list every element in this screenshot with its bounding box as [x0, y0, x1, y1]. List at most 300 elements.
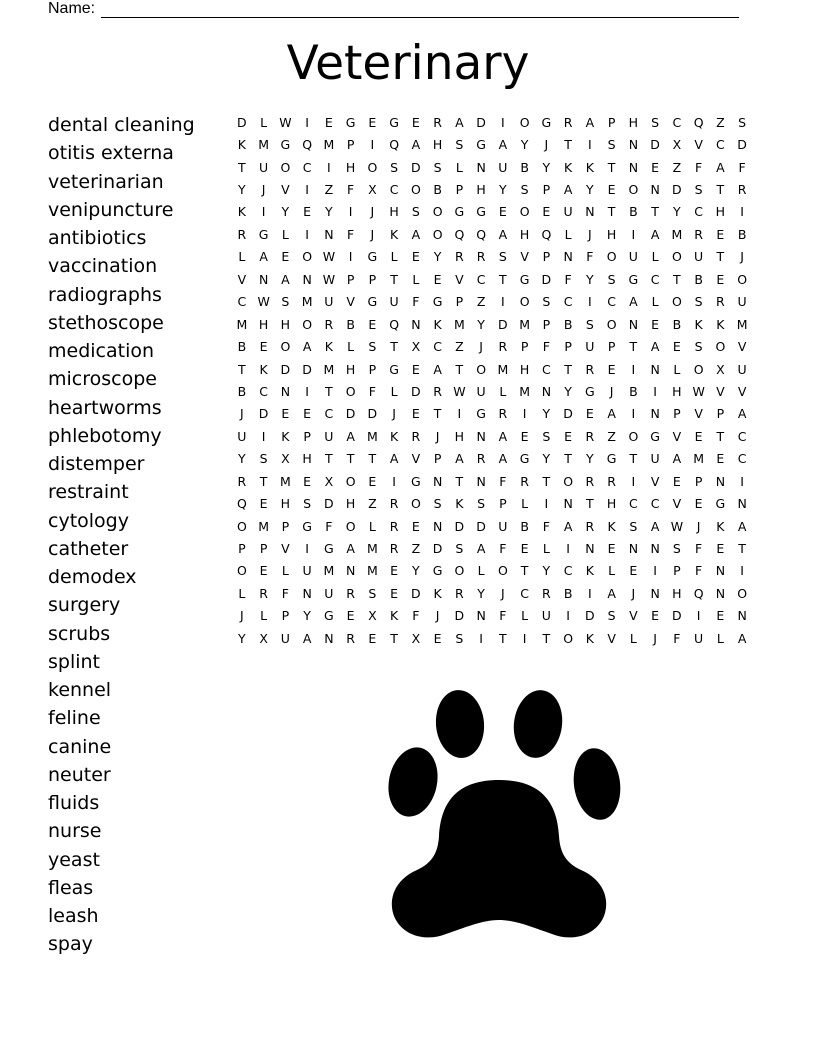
grid-letter: I	[457, 406, 462, 422]
grid-row	[231, 156, 753, 178]
grid-letter: O	[236, 518, 247, 534]
grid-letter: F	[347, 182, 355, 198]
grid-letter: H	[672, 585, 682, 601]
grid-letter: S	[390, 159, 399, 175]
grid-letter: F	[412, 608, 420, 624]
grid-letter: E	[672, 339, 681, 355]
grid-letter: G	[432, 563, 443, 579]
grid-letter: R	[542, 585, 551, 601]
word-list-item: demodex	[48, 566, 137, 588]
paw-toe-2	[433, 688, 487, 760]
grid-letter: N	[324, 226, 334, 242]
grid-letter: Y	[281, 204, 290, 220]
grid-letter: G	[476, 406, 486, 422]
grid-letter: N	[324, 630, 334, 646]
grid-letter: I	[544, 496, 549, 512]
grid-letter: L	[390, 249, 398, 265]
grid-letter: P	[694, 473, 703, 489]
grid-letter: T	[368, 451, 377, 467]
grid-letter: S	[477, 496, 486, 512]
grid-row	[231, 178, 753, 200]
name-underline	[101, 3, 739, 18]
grid-letter: O	[519, 204, 530, 220]
grid-letter: E	[607, 541, 616, 557]
grid-letter: K	[585, 159, 594, 175]
grid-letter: G	[606, 451, 617, 467]
grid-letter: O	[302, 316, 313, 332]
grid-letter: S	[694, 294, 703, 310]
grid-letter: J	[435, 608, 440, 624]
grid-letter: R	[498, 406, 508, 422]
grid-letter: F	[564, 271, 572, 287]
grid-letter: H	[519, 226, 530, 242]
word-list-item: restraint	[48, 481, 129, 504]
grid-letter: O	[519, 114, 530, 130]
grid-letter: B	[563, 585, 573, 601]
grid-letter: Y	[433, 249, 442, 265]
grid-letter: E	[303, 406, 312, 422]
grid-letter: D	[672, 182, 682, 198]
grid-letter: G	[432, 294, 443, 310]
grid-letter: T	[716, 182, 725, 198]
grid-letter: U	[650, 451, 660, 467]
grid-letter: B	[520, 518, 529, 534]
grid-letter: H	[302, 451, 312, 467]
grid-letter: A	[650, 226, 660, 242]
grid-letter: I	[740, 473, 744, 489]
grid-letter: U	[259, 159, 269, 175]
grid-letter: D	[411, 383, 421, 399]
grid-letter: N	[476, 428, 486, 444]
grid-letter: X	[672, 137, 682, 153]
grid-letter: I	[653, 563, 657, 579]
grid-letter: P	[673, 563, 681, 579]
grid-letter: M	[366, 428, 378, 444]
grid-letter: A	[650, 518, 660, 534]
grid-letter: K	[564, 159, 573, 175]
grid-letter: O	[715, 339, 726, 355]
grid-letter: B	[672, 316, 682, 332]
grid-letter: P	[281, 608, 290, 624]
grid-letter: X	[368, 608, 377, 624]
grid-letter: D	[454, 518, 465, 534]
grid-letter: J	[240, 608, 244, 624]
grid-letter: R	[607, 473, 616, 489]
grid-letter: R	[585, 428, 595, 444]
grid-letter: G	[367, 294, 378, 310]
grid-letter: O	[454, 563, 465, 579]
grid-letter: T	[607, 159, 616, 175]
grid-letter: P	[238, 541, 246, 557]
grid-letter: N	[628, 159, 639, 175]
grid-letter: S	[607, 608, 616, 624]
grid-letter: W	[692, 383, 705, 399]
grid-letter: C	[520, 585, 529, 601]
word-list-item: stethoscope	[48, 311, 164, 334]
grid-row	[231, 627, 753, 649]
grid-letter: W	[279, 114, 292, 130]
grid-letter: I	[261, 204, 266, 220]
grid-letter: R	[433, 383, 442, 399]
grid-letter: I	[261, 428, 266, 444]
grid-letter: M	[258, 137, 270, 153]
grid-letter: D	[432, 541, 443, 557]
grid-letter: I	[392, 473, 396, 489]
grid-letter: V	[694, 137, 703, 153]
grid-letter: U	[389, 294, 399, 310]
grid-letter: S	[455, 137, 464, 153]
grid-letter: E	[281, 249, 290, 265]
grid-letter: J	[435, 428, 440, 444]
grid-letter: X	[716, 361, 725, 377]
grid-letter: R	[520, 473, 529, 489]
grid-letter: A	[259, 249, 268, 265]
grid-letter: Q	[693, 114, 704, 130]
grid-letter: O	[563, 630, 574, 646]
grid-letter: U	[498, 518, 508, 534]
grid-letter: T	[716, 249, 725, 265]
grid-letter: N	[737, 496, 747, 512]
letter-grid	[231, 111, 753, 650]
grid-letter: S	[520, 182, 529, 198]
grid-letter: U	[585, 339, 595, 355]
grid-letter: G	[585, 383, 595, 399]
grid-letter: I	[501, 114, 505, 130]
grid-letter: T	[542, 473, 551, 489]
grid-letter: X	[368, 182, 377, 198]
grid-letter: S	[542, 428, 551, 444]
grid-letter: T	[564, 137, 572, 153]
grid-letter: P	[259, 541, 268, 557]
grid-letter: H	[345, 361, 356, 377]
grid-letter: C	[716, 137, 725, 153]
grid-letter: E	[651, 608, 660, 624]
grid-letter: I	[696, 608, 701, 624]
grid-letter: Y	[477, 316, 485, 332]
grid-letter: I	[522, 406, 527, 422]
grid-letter: D	[541, 271, 552, 287]
grid-letter: T	[499, 630, 507, 646]
grid-letter: V	[281, 182, 290, 198]
grid-letter: B	[737, 226, 747, 242]
grid-letter: Y	[564, 383, 572, 399]
grid-letter: M	[301, 294, 313, 310]
grid-letter: L	[673, 361, 681, 377]
grid-letter: M	[258, 518, 270, 534]
word-list-item: veterinarian	[48, 170, 164, 193]
grid-letter: K	[390, 226, 399, 242]
grid-row	[231, 358, 753, 380]
grid-letter: T	[542, 630, 551, 646]
grid-letter: L	[347, 339, 355, 355]
grid-letter: T	[390, 630, 398, 646]
grid-letter: M	[693, 451, 705, 467]
grid-letter: Q	[302, 137, 313, 153]
grid-letter: E	[672, 473, 681, 489]
grid-letter: H	[258, 316, 269, 332]
word-list-item: antibiotics	[48, 227, 147, 249]
grid-letter: R	[455, 585, 464, 601]
grid-letter: D	[258, 406, 269, 422]
grid-row	[231, 582, 753, 604]
grid-letter: E	[411, 114, 420, 130]
grid-letter: U	[324, 428, 334, 444]
grid-letter: B	[563, 316, 573, 332]
grid-letter: J	[392, 406, 396, 422]
grid-letter: J	[696, 518, 701, 534]
grid-letter: S	[694, 182, 703, 198]
grid-letter: C	[672, 114, 682, 130]
grid-letter: X	[411, 630, 421, 646]
grid-letter: Y	[520, 137, 529, 153]
grid-letter: L	[238, 585, 246, 601]
grid-letter: E	[716, 608, 725, 624]
grid-letter: E	[433, 630, 442, 646]
grid-letter: F	[695, 541, 703, 557]
grid-letter: D	[302, 361, 312, 377]
grid-letter: Y	[238, 182, 246, 198]
paw-print-icon	[376, 688, 622, 940]
grid-letter: I	[566, 541, 570, 557]
grid-row	[231, 246, 753, 268]
grid-letter: R	[455, 249, 464, 265]
grid-letter: S	[694, 339, 703, 355]
grid-letter: F	[586, 249, 594, 265]
grid-letter: H	[345, 496, 356, 512]
grid-letter: R	[346, 630, 355, 646]
grid-letter: L	[629, 630, 637, 646]
grid-letter: E	[368, 630, 377, 646]
grid-letter: U	[694, 630, 704, 646]
grid-letter: Q	[476, 226, 487, 242]
grid-letter: S	[281, 294, 290, 310]
grid-letter: K	[390, 608, 399, 624]
grid-letter: J	[370, 226, 375, 242]
grid-letter: N	[302, 585, 312, 601]
grid-letter: Y	[586, 182, 594, 198]
grid-letter: O	[432, 226, 443, 242]
grid-letter: S	[607, 137, 616, 153]
grid-letter: L	[281, 563, 289, 579]
grid-letter: A	[737, 518, 747, 534]
name-field	[48, 0, 739, 18]
word-list-item: yeast	[48, 848, 100, 871]
grid-letter: A	[455, 114, 464, 130]
word-list-item: venipuncture	[48, 198, 174, 221]
grid-letter: N	[563, 496, 573, 512]
grid-letter: T	[651, 204, 659, 220]
grid-letter: D	[498, 316, 508, 332]
grid-letter: O	[693, 361, 704, 377]
grid-letter: S	[542, 294, 551, 310]
grid-letter: K	[324, 339, 333, 355]
grid-letter: Z	[716, 114, 725, 130]
grid-letter: D	[411, 585, 421, 601]
grid-letter: Z	[411, 541, 421, 557]
grid-letter: O	[628, 182, 639, 198]
grid-letter: Q	[693, 585, 704, 601]
grid-letter: F	[738, 159, 746, 175]
grid-letter: E	[390, 563, 399, 579]
grid-letter: E	[651, 159, 660, 175]
grid-letter: I	[631, 361, 636, 377]
grid-letter: X	[259, 630, 268, 646]
grid-letter: Y	[542, 406, 551, 422]
grid-letter: O	[410, 496, 421, 512]
grid-letter: C	[259, 383, 268, 399]
grid-letter: G	[519, 271, 530, 287]
grid-letter: E	[324, 114, 333, 130]
grid-letter: S	[303, 496, 312, 512]
grid-letter: L	[390, 383, 398, 399]
word-list-item: neuter	[48, 763, 111, 786]
grid-letter: U	[476, 383, 486, 399]
grid-letter: A	[281, 271, 290, 287]
grid-letter: K	[390, 428, 399, 444]
grid-letter: T	[738, 541, 746, 557]
grid-letter: L	[564, 226, 572, 242]
grid-letter: M	[323, 563, 335, 579]
grid-letter: Y	[325, 204, 333, 220]
grid-letter: E	[542, 204, 551, 220]
grid-letter: D	[345, 406, 356, 422]
grid-letter: C	[737, 428, 747, 444]
grid-letter: N	[628, 541, 639, 557]
grid-letter: Z	[607, 428, 616, 444]
grid-letter: E	[281, 406, 290, 422]
grid-letter: O	[345, 473, 356, 489]
grid-letter: I	[305, 541, 309, 557]
word-list-item: canine	[48, 735, 112, 758]
grid-letter: G	[628, 271, 639, 287]
grid-letter: M	[497, 361, 509, 377]
grid-letter: T	[238, 159, 246, 175]
grid-row	[231, 133, 753, 155]
grid-letter: L	[412, 271, 420, 287]
grid-letter: C	[650, 496, 660, 512]
grid-row	[231, 605, 753, 627]
grid-letter: I	[522, 630, 527, 646]
grid-letter: P	[542, 182, 551, 198]
grid-letter: U	[541, 608, 551, 624]
grid-letter: I	[740, 563, 744, 579]
grid-letter: Y	[238, 451, 246, 467]
grid-letter: G	[389, 361, 399, 377]
grid-letter: J	[501, 585, 505, 601]
grid-row	[231, 111, 753, 133]
grid-letter: A	[585, 114, 595, 130]
grid-letter: N	[476, 608, 486, 624]
grid-letter: I	[653, 383, 657, 399]
grid-letter: I	[631, 226, 636, 242]
grid-letter: T	[325, 383, 333, 399]
word-list-item: leash	[48, 905, 99, 927]
grid-letter: A	[302, 630, 312, 646]
grid-letter: E	[411, 361, 420, 377]
grid-letter: E	[368, 316, 377, 332]
grid-row	[231, 470, 753, 492]
grid-row	[231, 560, 753, 582]
grid-letter: Q	[454, 226, 465, 242]
grid-letter: M	[366, 563, 378, 579]
grid-letter: U	[237, 428, 247, 444]
grid-letter: X	[281, 451, 290, 467]
grid-letter: S	[629, 518, 638, 534]
grid-letter: S	[607, 271, 616, 287]
grid-letter: T	[455, 361, 464, 377]
grid-letter: M	[236, 316, 248, 332]
grid-letter: V	[346, 294, 355, 310]
grid-letter: A	[607, 406, 616, 422]
grid-letter: R	[389, 518, 399, 534]
word-list-item: fleas	[48, 876, 94, 899]
grid-letter: O	[628, 428, 639, 444]
grid-letter: P	[542, 316, 551, 332]
grid-letter: N	[737, 608, 747, 624]
grid-letter: Y	[542, 451, 551, 467]
grid-letter: U	[324, 294, 334, 310]
grid-letter: N	[715, 585, 726, 601]
grid-letter: R	[563, 114, 573, 130]
grid-letter: Q	[541, 226, 552, 242]
grid-letter: L	[651, 294, 659, 310]
grid-letter: V	[694, 406, 703, 422]
grid-letter: T	[586, 496, 594, 512]
grid-letter: E	[694, 428, 703, 444]
grid-letter: T	[564, 451, 572, 467]
grid-letter: D	[737, 137, 747, 153]
paw-toe-4	[569, 745, 622, 823]
grid-letter: D	[367, 406, 378, 422]
grid-letter: N	[628, 316, 639, 332]
grid-letter: I	[370, 137, 375, 153]
grid-letter: O	[737, 585, 748, 601]
grid-letter: H	[476, 182, 486, 198]
grid-letter: A	[346, 541, 355, 557]
grid-row	[231, 380, 753, 402]
grid-letter: K	[281, 428, 290, 444]
grid-letter: O	[367, 159, 378, 175]
grid-letter: S	[368, 339, 377, 355]
grid-letter: M	[519, 316, 531, 332]
grid-letter: I	[631, 406, 636, 422]
grid-letter: O	[476, 361, 487, 377]
grid-letter: O	[432, 204, 443, 220]
grid-letter: M	[323, 137, 335, 153]
grid-letter: A	[737, 406, 747, 422]
word-list-item: feline	[48, 707, 101, 730]
grid-letter: W	[453, 383, 466, 399]
grid-letter: U	[498, 159, 508, 175]
grid-letter: C	[607, 294, 616, 310]
grid-letter: E	[498, 204, 507, 220]
grid-letter: V	[672, 428, 682, 444]
grid-letter: A	[650, 339, 660, 355]
grid-letter: P	[346, 137, 355, 153]
grid-letter: J	[588, 226, 592, 242]
word-list	[48, 111, 195, 959]
word-list-item: nurse	[48, 820, 102, 843]
grid-letter: Y	[586, 451, 594, 467]
grid-letter: D	[411, 159, 421, 175]
grid-letter: O	[345, 518, 356, 534]
grid-letter: G	[367, 249, 378, 265]
grid-letter: C	[389, 182, 399, 198]
grid-letter: G	[324, 608, 334, 624]
grid-letter: F	[325, 518, 333, 534]
grid-letter: O	[563, 473, 574, 489]
grid-letter: D	[280, 361, 291, 377]
